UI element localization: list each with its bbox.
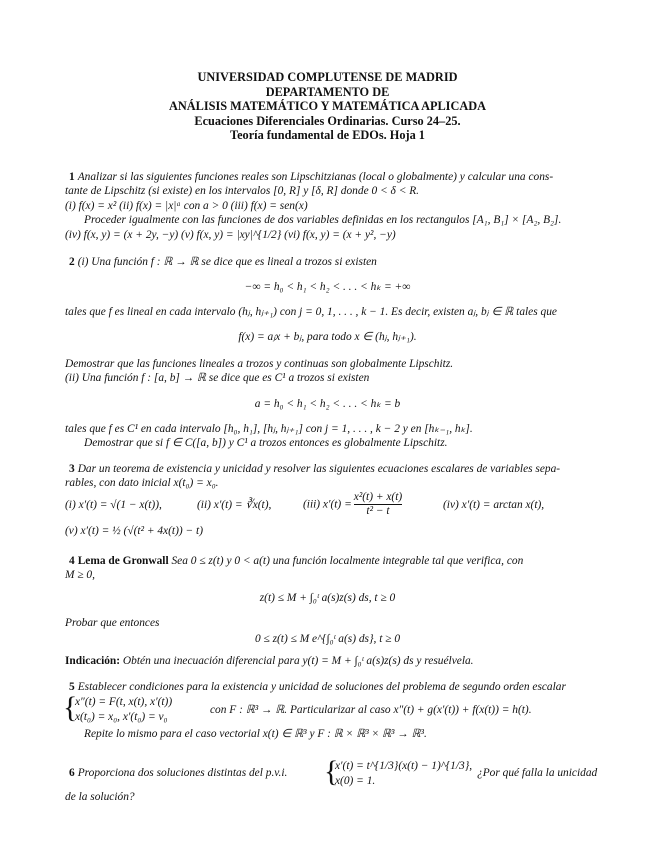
problem-4-number: 4 <box>69 555 75 567</box>
equation-iv: (iv) x′(t) = arctan x(t), <box>443 499 545 511</box>
sheet-title: Teoría fundamental de EDOs. Hoja 1 <box>230 128 425 142</box>
problem-4-line-1: 4 Lema de Gronwall Sea 0 ≤ z(t) y 0 < a(t) una función localmente integrable tal que verifica, con <box>69 555 524 567</box>
problem-5-line-2: con F : ℝ³ → ℝ. Particularizar al caso x″(t) + g(x′(t)) + f(x(t)) = h(t). <box>210 704 532 716</box>
problem-6-line-1: 6 Proporciona dos soluciones distintas del p.v.i. <box>69 767 288 779</box>
gronwall-hypothesis: z(t) ≤ M + ∫₀ᵗ a(s)z(s) ds, t ≥ 0 <box>259 592 396 604</box>
problem-5-initial-data: x(t₀) = x₀, x′(t₀) = v₀ <box>75 711 168 723</box>
university-name: UNIVERSIDAD COMPLUTENSE DE MADRID <box>197 70 458 84</box>
problem-3-line-1: 3 Dar un teorema de existencia y unicidad y resolver las siguientes ecuaciones escalares de variables sepa- <box>69 463 561 475</box>
problem-2-line-6: Demostrar que si f ∈ C([a, b]) y C¹ a trozos entonces es globalmente Lipschitz. <box>84 437 448 449</box>
problem-5-line-3: Repite lo mismo para el caso vectorial x(t) ∈ ℝ³ y F : ℝ × ℝ³ × ℝ³ → ℝ³. <box>84 728 427 740</box>
equation-iii: (iii) x′(t) = $\frac{\text{x²(t) + x(t)}}{\text{t² − t}}$ <box>303 491 403 517</box>
problem-6-number: 6 <box>69 767 75 779</box>
problem-2-line-4: (ii) Una función f : [a, b] → ℝ se dice que es C¹ a trozos si existen <box>65 372 370 384</box>
problem-2-line-2: tales que f es lineal en cada intervalo (hⱼ, hⱼ₊₁) con j = 0, 1, . . . , k − 1. Es decir, existen aⱼ, bⱼ ∈ ℝ tales que <box>65 306 557 318</box>
sheet-header <box>0 70 655 143</box>
problem-1-line-1: 1 Analizar si las siguientes funciones reales son Lipschitzianas (local o globalmente) y calcular una cons- <box>69 171 554 183</box>
problem-6-line-2: ¿Por qué falla la unicidad <box>477 767 598 779</box>
system-brace-5: { <box>63 691 78 724</box>
problem-5-ode: x″(t) = F(t, x(t), x′(t)) <box>75 696 173 708</box>
problem-4-line-3: Probar que entonces <box>65 617 160 629</box>
problem-6-line-3: de la solución? <box>65 791 135 803</box>
problem-1-functions: (i) f(x) = x² (ii) f(x) = |x|ᵃ con a > 0 (iii) f(x) = sen(x) <box>65 200 308 212</box>
area-name: ANÁLISIS MATEMÁTICO Y MATEMÁTICA APLICADA <box>168 99 486 113</box>
hint-label: Indicación: <box>65 655 121 667</box>
gronwall-conclusion: 0 ≤ z(t) ≤ M e^{∫₀ᵗ a(s) ds}, t ≥ 0 <box>254 633 401 645</box>
problem-2-line-1: 2 (i) Una función f : ℝ → ℝ se dice que es lineal a trozos si existen <box>69 256 377 268</box>
hint-line: Indicación: Obtén una inecuación diferencial para y(t) = M + ∫₀ᵗ a(s)z(s) ds y resuélvela. <box>65 655 474 667</box>
problem-4-line-2: M ≥ 0, <box>65 569 95 581</box>
problem-2-line-5: tales que f es C¹ en cada intervalo [h₀, h₁], [hⱼ, hⱼ₊₁] con j = 1, . . . , k − 2 y en [hₖ₋₁, hₖ]. <box>65 423 473 435</box>
equation-ii: (ii) x′(t) = ∛x(t), <box>197 499 272 511</box>
problem-6-initial-data: x(0) = 1. <box>335 775 376 787</box>
problem-1-functions-2d: (iv) f(x, y) = (x + 2y, −y) (v) f(x, y) = |xy|^{1/2} (vi) f(x, y) = (x + y², −y) <box>65 229 396 241</box>
problem-5-line-1: 5 Establecer condiciones para la existencia y unicidad de soluciones del problema de segundo orden escalar <box>69 681 566 693</box>
problem-2-linear-formula: f(x) = aⱼx + bⱼ, para todo x ∈ (hⱼ, hⱼ₊₁). <box>238 331 417 343</box>
gronwall-title: Lema de Gronwall <box>77 555 169 567</box>
equation-iii-fraction: $\frac{\text{x²(t) + x(t)}}{\text{t² − t}}$ <box>353 491 403 517</box>
problem-1-number: 1 <box>69 171 75 183</box>
problem-2-partition-2: a = h₀ < h₁ < h₂ < . . . < hₖ = b <box>254 398 401 410</box>
problem-1-line-4: Proceder igualmente con las funciones de dos variables definidas en los rectangulos [A₁, B₁] × [A₂, B₂]. <box>84 214 562 226</box>
problem-5-number: 5 <box>69 681 75 693</box>
system-brace-6: { <box>324 755 339 788</box>
problem-2-line-3: Demostrar que las funciones lineales a trozos y continuas son globalmente Lipschitz. <box>65 358 454 370</box>
problem-2-partition: −∞ = h₀ < h₁ < h₂ < . . . < hₖ = +∞ <box>244 281 411 293</box>
problem-3-number: 3 <box>69 463 75 475</box>
problem-2-number: 2 <box>69 256 75 268</box>
equation-i: (i) x′(t) = √(1 − x(t)), <box>65 499 162 511</box>
problem-1-line-2: tante de Lipschitz (si existe) en los intervalos [0, R] y [δ, R] donde 0 < δ < R. <box>65 185 420 197</box>
problem-3-line-2: rables, con dato inicial x(t₀) = x₀. <box>65 477 219 489</box>
department-name: DEPARTAMENTO DE <box>265 84 390 99</box>
equation-v: (v) x′(t) = ½ (√(t² + 4x(t)) − t) <box>65 525 203 537</box>
problem-6-ode: x′(t) = t^{1/3}(x(t) − 1)^{1/3}, <box>335 760 473 772</box>
course-title: Ecuaciones Diferenciales Ordinarias. Curso 24–25. <box>194 113 461 128</box>
